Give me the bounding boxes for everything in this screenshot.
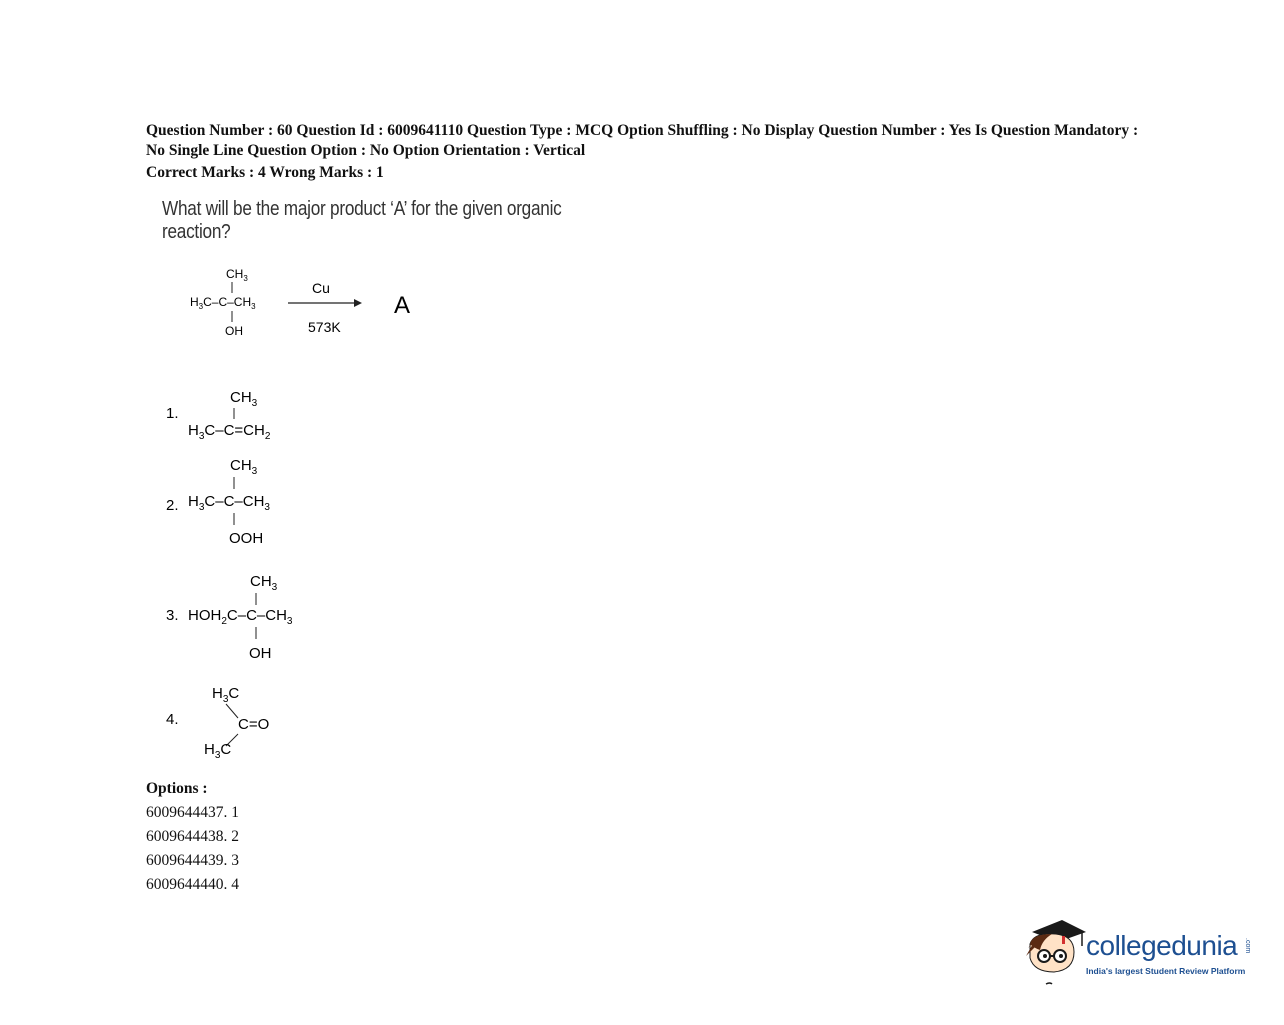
- question-image: [150, 196, 710, 766]
- option-item[interactable]: 6009644438. 2: [146, 828, 239, 845]
- marks-line: Correct Marks : 4 Wrong Marks : 1: [146, 164, 384, 181]
- reactant-structure: [190, 267, 256, 338]
- choice-3-structure: [166, 573, 293, 662]
- mascot-icon: [1022, 918, 1086, 990]
- collegedunia-logo: [1022, 918, 1262, 990]
- options-list: [146, 777, 239, 897]
- reagent-label: Cu: [312, 280, 330, 296]
- choice-number: 2.: [166, 497, 179, 514]
- svg-text:H3C–C=CH2: $H_3C-C=CH_2$: [188, 422, 271, 442]
- options-title: Options :: [146, 780, 208, 797]
- condition-label: 573K: [308, 319, 341, 335]
- chemistry-structures: [150, 196, 710, 766]
- svg-text:C=O: C=O: [238, 716, 270, 733]
- choice-1-structure: [166, 389, 271, 442]
- reactant-main: $H_3C-C-CH_3$: [190, 295, 256, 311]
- option-item[interactable]: 6009644437. 1: [146, 804, 239, 821]
- svg-text:CH3: $CH_3$: [230, 457, 258, 477]
- option-item[interactable]: 6009644439. 3: [146, 852, 239, 869]
- question-text: What will be the major product ‘A’ for the given organic reaction?: [162, 198, 562, 243]
- choice-number: 1.: [166, 405, 179, 422]
- svg-text:HOH2C–C–CH3: $HOH_2C-C-CH_3$: [188, 607, 293, 627]
- option-item[interactable]: 6009644440. 4: [146, 876, 239, 893]
- question-metadata: Question Number : 60 Question Id : 6009641110 Question Type : MCQ Option Shuffling : No Display Question Number : Yes Is Question Mandatory : No Single Line Question Option : No Option Orientation : Vertical: [146, 122, 1139, 159]
- choice-number: 3.: [166, 607, 179, 624]
- product-label: A: [394, 292, 411, 319]
- svg-text:OOH: OOH: [229, 530, 264, 547]
- reactant-bottom: OH: [225, 324, 243, 338]
- svg-text:CH3: $CH_3$: [230, 389, 258, 409]
- svg-text:H3C: $H_3C$: [212, 685, 240, 705]
- choice-2-structure: [166, 457, 270, 547]
- svg-text:CH3: $CH_3$: [250, 573, 278, 593]
- reaction-arrowhead: [354, 299, 362, 307]
- svg-text:H3C: $H_3C$: [204, 741, 232, 761]
- choice-number: 4.: [166, 711, 179, 728]
- svg-text:OH: OH: [249, 645, 272, 662]
- reactant-top: $CH_3$: [226, 267, 248, 283]
- choice-4-structure: [166, 685, 269, 761]
- svg-text:H3C–C–CH3: $H_3C-C-CH_3$: [188, 493, 270, 513]
- logo-tagline: India's largest Student Review Platform: [1086, 966, 1246, 976]
- logo-name: collegedunia: [1086, 930, 1238, 961]
- logo-suffix: .com: [1244, 938, 1251, 954]
